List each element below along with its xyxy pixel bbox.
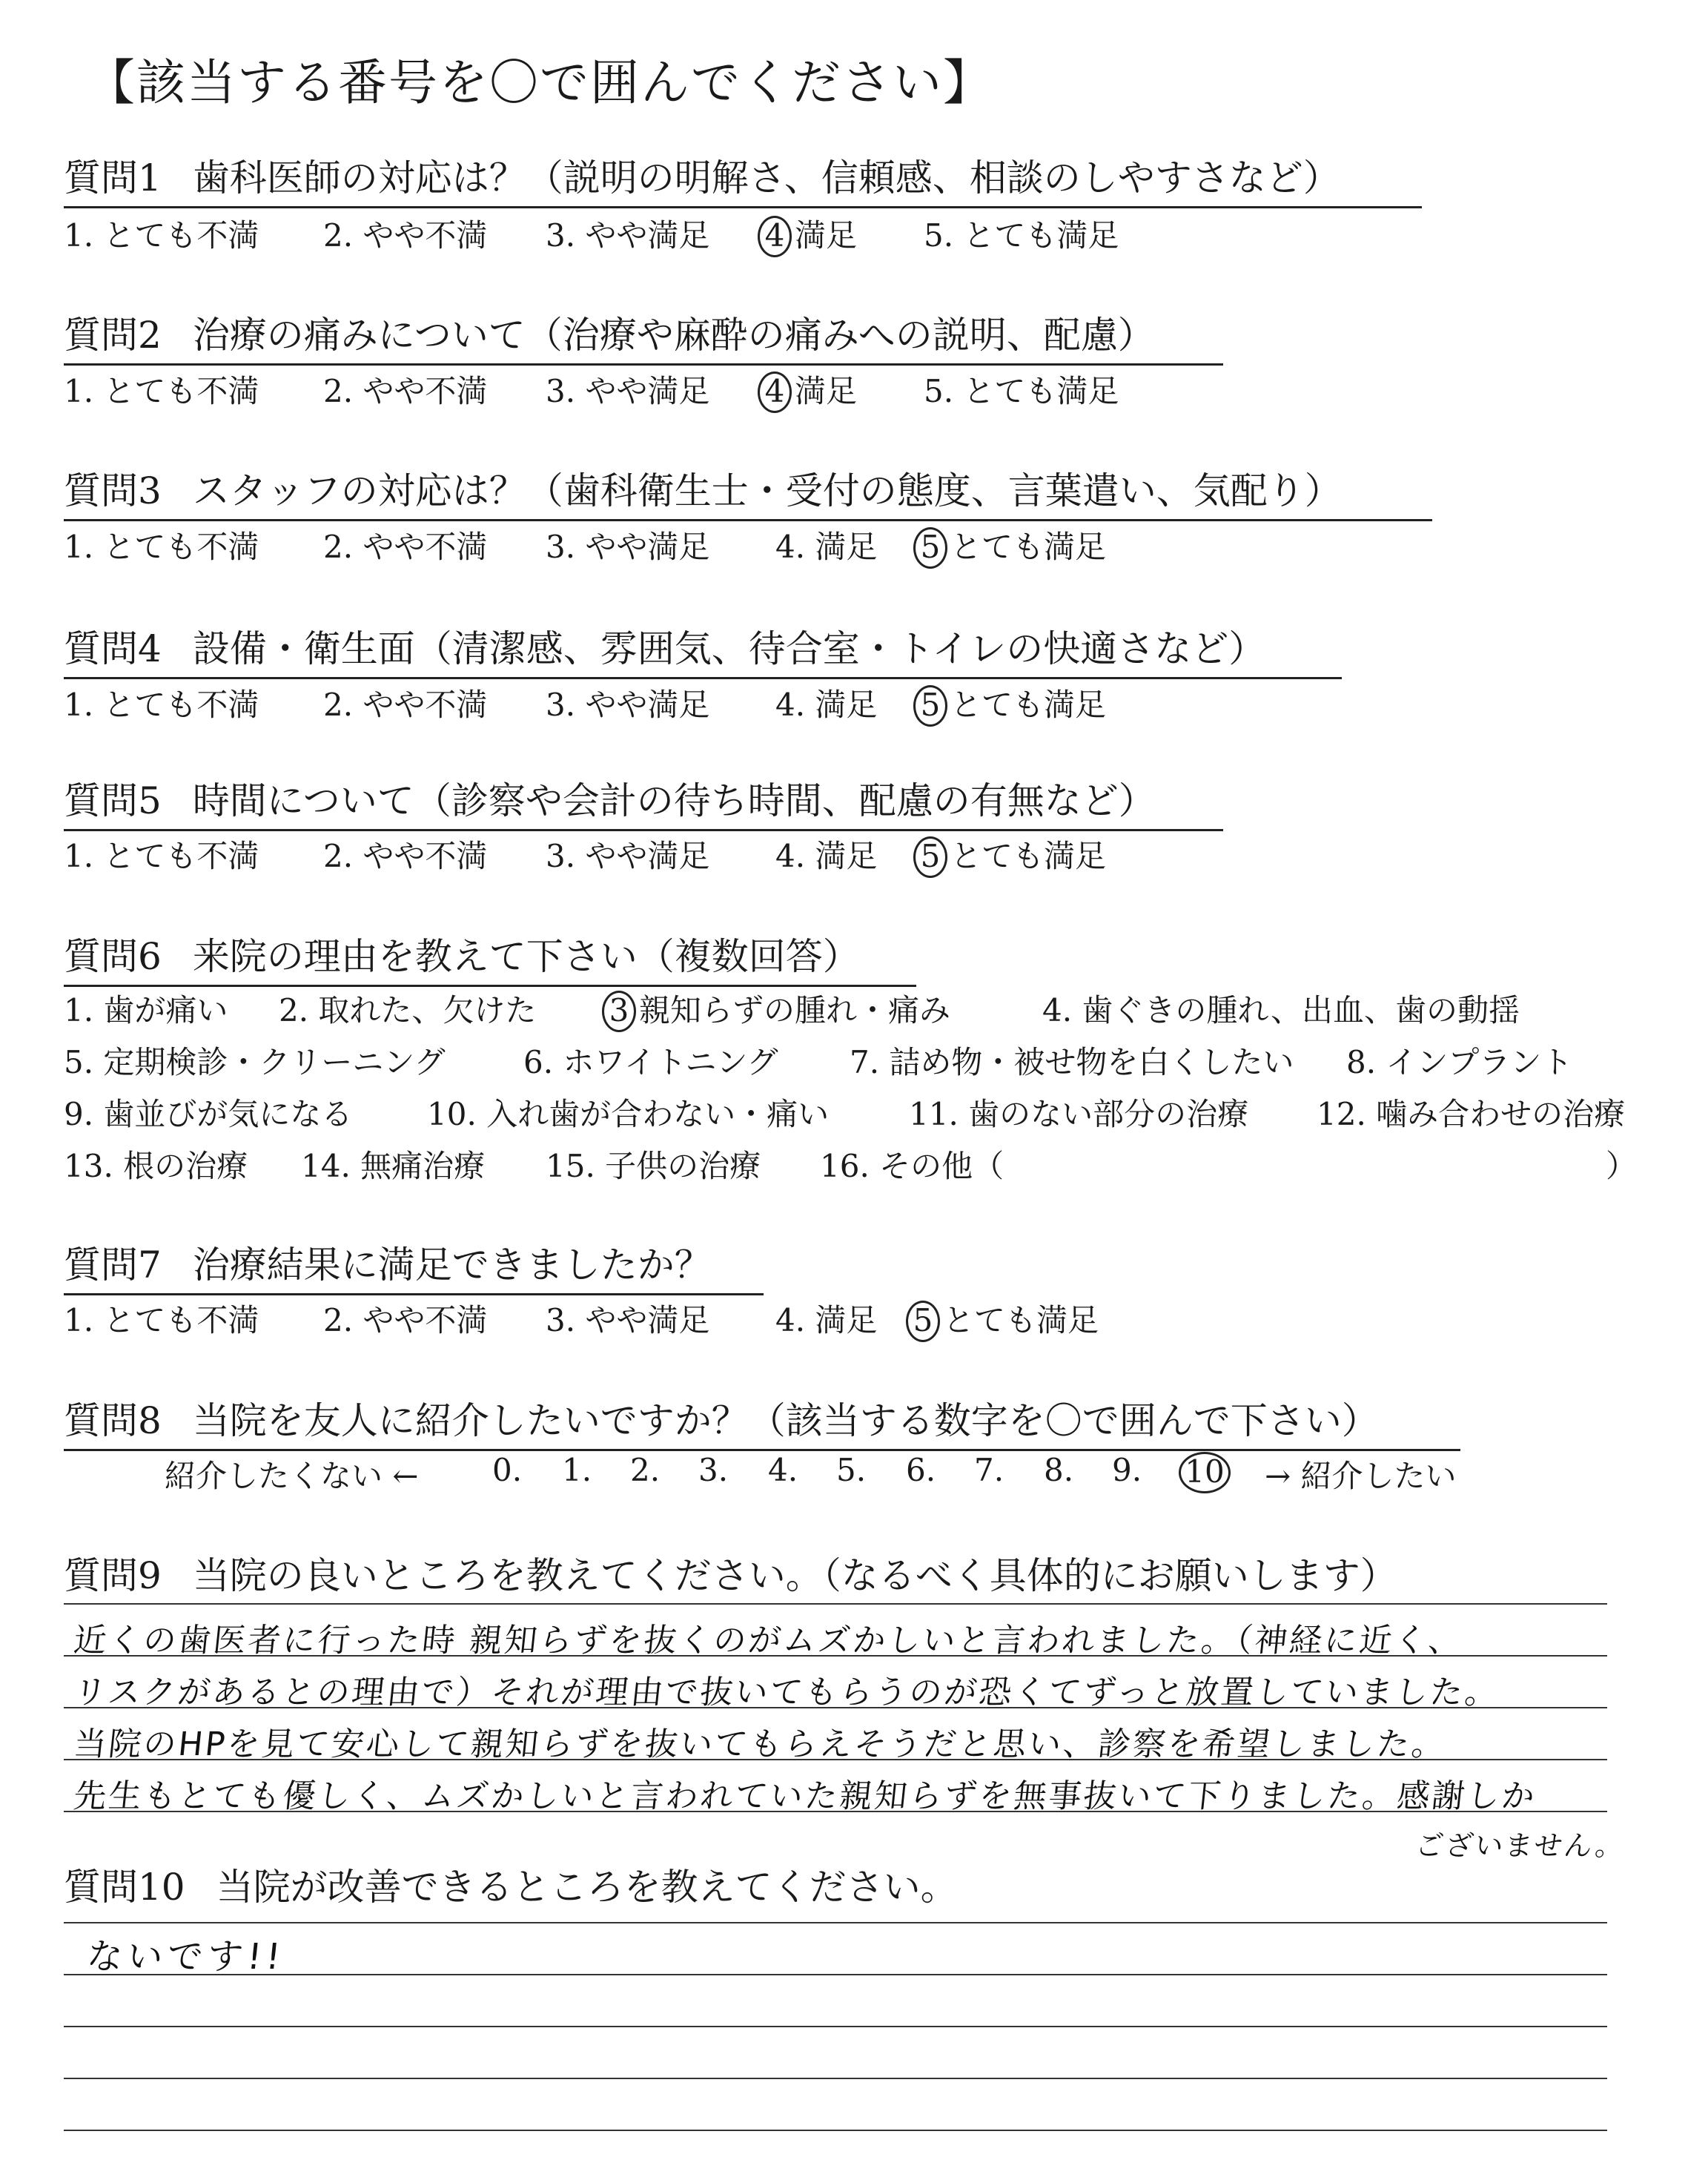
- q7-option-2[interactable]: 2. やや不満: [323, 1302, 488, 1338]
- q9-answer-line-4: 先生もとても優しく、ムズかしいと言われていた親知らずを無事抜いて下りました。感謝しか: [71, 1777, 1539, 1815]
- q6-option-16[interactable]: 16. その他（: [820, 1148, 1004, 1184]
- q1-option-4[interactable]: 4 満足: [761, 211, 857, 257]
- q6-other-close-paren: ）: [1606, 1148, 1638, 1184]
- question-2-heading: [64, 305, 1223, 366]
- q2-option-5[interactable]: 5. とても満足: [924, 373, 1119, 409]
- question-3-options: [64, 523, 1250, 567]
- q6-option-6[interactable]: 6. ホワイトニング: [523, 1044, 778, 1080]
- question-1-number: 質問1: [64, 156, 162, 199]
- q3-option-4[interactable]: 4. 満足: [775, 529, 878, 565]
- question-5-number: 質問5: [64, 779, 162, 822]
- question-6-number: 質問6: [64, 935, 162, 978]
- q5-option-1[interactable]: 1. とても不満: [64, 838, 259, 874]
- q3-option-1[interactable]: 1. とても不満: [64, 529, 259, 565]
- q10-answer: ないです!!: [85, 1936, 287, 1978]
- question-8-scale: [0, 1452, 1708, 1496]
- question-9-heading: [64, 1546, 1397, 1599]
- q6-option-11[interactable]: 11. 歯のない部分の治療: [909, 1096, 1249, 1132]
- q6-option-4[interactable]: 4. 歯ぐきの腫れ、出血、歯の動揺: [1042, 992, 1520, 1028]
- question-6-text: 来院の理由を教えて下さい（複数回答）: [192, 935, 860, 978]
- q9-answer-line-3: 当院のHPを見て安心して親知らずを抜いてもらえそうだと思い、診察を希望しました。: [71, 1725, 1449, 1763]
- selected-circle: 5: [913, 836, 947, 878]
- question-5-text: 時間について（診察や会計の待ち時間、配慮の有無など）: [192, 779, 1156, 822]
- answer-line: [64, 1603, 1607, 1605]
- question-9-text: 当院の良いところを教えてください。（なるべく具体的にお願いします）: [192, 1554, 1397, 1597]
- scale-6[interactable]: 6.: [906, 1452, 936, 1488]
- q7-option-1[interactable]: 1. とても不満: [64, 1302, 259, 1338]
- scale-5[interactable]: 5.: [836, 1452, 867, 1488]
- q1-option-5[interactable]: 5. とても満足: [924, 217, 1119, 254]
- q1-option-3[interactable]: 3. やや満足: [546, 217, 710, 254]
- q6-option-10[interactable]: 10. 入れ歯が合わない・痛い: [427, 1096, 830, 1132]
- q9-answer-line-5: ございません。: [1414, 1829, 1627, 1862]
- question-7-number: 質問7: [64, 1244, 162, 1287]
- scale-3[interactable]: 3.: [698, 1452, 729, 1488]
- question-1-options: [64, 211, 1250, 256]
- question-7-options: [64, 1296, 1250, 1341]
- question-6-heading: [64, 927, 916, 987]
- answer-line: [64, 2026, 1607, 2027]
- q6-option-1[interactable]: 1. 歯が痛い: [64, 992, 228, 1028]
- selected-circle: 5: [913, 527, 947, 569]
- q2-option-2[interactable]: 2. やや不満: [323, 373, 488, 409]
- q1-option-1[interactable]: 1. とても不満: [64, 217, 259, 254]
- question-4-options: [64, 681, 1250, 725]
- question-4-heading: [64, 619, 1342, 679]
- q5-option-3[interactable]: 3. やや満足: [546, 838, 710, 874]
- question-8-number: 質問8: [64, 1399, 162, 1442]
- answer-line: [64, 1974, 1607, 1975]
- answer-line: [64, 2078, 1607, 2079]
- q6-option-8[interactable]: 8. インプラント: [1346, 1044, 1573, 1080]
- question-6-row-4: [64, 1142, 1638, 1186]
- selected-circle: 3: [602, 991, 636, 1032]
- page-title: 【該当する番号を〇で囲んでください】: [86, 54, 993, 111]
- q7-option-5[interactable]: 5 とても満足: [909, 1296, 1099, 1342]
- q6-option-2[interactable]: 2. 取れた、欠けた: [279, 992, 537, 1028]
- scale-1[interactable]: 1.: [562, 1452, 592, 1488]
- question-8-text: 当院を友人に紹介したいですか？（該当する数字を〇で囲んで下さい）: [192, 1399, 1379, 1442]
- question-5-heading: [64, 771, 1223, 831]
- question-2-options: [64, 367, 1250, 412]
- q4-option-4[interactable]: 4. 満足: [775, 687, 878, 723]
- question-10-heading: [64, 1857, 958, 1911]
- q4-option-1[interactable]: 1. とても不満: [64, 687, 259, 723]
- question-3-heading: [64, 461, 1432, 521]
- question-8-heading: [64, 1391, 1460, 1451]
- q6-option-12[interactable]: 12. 噛み合わせの治療: [1317, 1096, 1626, 1132]
- scale-9[interactable]: 9.: [1112, 1452, 1142, 1488]
- question-6-row-2: [64, 1038, 1621, 1083]
- question-6-row-1: [64, 986, 1621, 1031]
- q6-option-13[interactable]: 13. 根の治療: [64, 1148, 248, 1184]
- question-5-options: [64, 832, 1250, 876]
- question-9-number: 質問9: [64, 1554, 162, 1597]
- q6-option-15[interactable]: 15. 子供の治療: [546, 1148, 761, 1184]
- answer-line: [64, 2130, 1607, 2131]
- question-10-number: 質問10: [64, 1866, 185, 1909]
- q7-option-4[interactable]: 4. 満足: [775, 1302, 878, 1338]
- q9-answer-line-1: 近くの歯医者に行った時 親知らずを抜くのがムズかしいと言われました。（神経に近く、: [71, 1622, 1466, 1659]
- scale-4[interactable]: 4.: [768, 1452, 798, 1488]
- scale-0[interactable]: 0.: [492, 1452, 523, 1488]
- q4-option-2[interactable]: 2. やや不満: [323, 687, 488, 723]
- q6-option-9[interactable]: 9. 歯並びが気になる: [64, 1096, 353, 1132]
- q5-option-5[interactable]: 5 とても満足: [916, 832, 1106, 878]
- question-2-number: 質問2: [64, 314, 162, 357]
- q2-option-1[interactable]: 1. とても不満: [64, 373, 259, 409]
- selected-circle: 10: [1179, 1452, 1231, 1493]
- scale-right-label: → 紹介したい: [1265, 1458, 1457, 1494]
- answer-line: [64, 1922, 1607, 1923]
- q9-answer-line-2: リスクがあるとの理由で）それが理由で抜いてもらうのが恐くてずっと放置していました。: [71, 1674, 1502, 1711]
- q6-option-14[interactable]: 14. 無痛治療: [301, 1148, 486, 1184]
- q2-option-3[interactable]: 3. やや満足: [546, 373, 710, 409]
- question-4-number: 質問4: [64, 627, 162, 670]
- q4-option-5[interactable]: 5 とても満足: [916, 681, 1106, 727]
- q3-option-5[interactable]: 5 とても満足: [916, 523, 1106, 569]
- question-2-text: 治療の痛みについて（治療や麻酔の痛みへの説明、配慮）: [192, 314, 1155, 357]
- q6-option-7[interactable]: 7. 詰め物・被せ物を白くしたい: [850, 1044, 1294, 1080]
- selected-circle: 4: [758, 371, 792, 413]
- q1-option-2[interactable]: 2. やや不満: [323, 217, 488, 254]
- scale-10[interactable]: [1182, 1452, 1234, 1493]
- q2-option-4[interactable]: 4 満足: [761, 367, 857, 413]
- q5-option-2[interactable]: 2. やや不満: [323, 838, 488, 874]
- scale-7[interactable]: 7.: [974, 1452, 1004, 1488]
- q6-option-5[interactable]: 5. 定期検診・クリーニング: [64, 1044, 446, 1080]
- question-1-heading: [64, 148, 1422, 208]
- q3-option-2[interactable]: 2. やや不満: [323, 529, 488, 565]
- selected-circle: 5: [913, 685, 947, 727]
- question-3-number: 質問3: [64, 469, 162, 512]
- question-7-heading: [64, 1235, 764, 1295]
- scale-2[interactable]: 2.: [630, 1452, 661, 1488]
- q5-option-4[interactable]: 4. 満足: [775, 838, 878, 874]
- selected-circle: 5: [906, 1301, 940, 1342]
- scale-8[interactable]: 8.: [1044, 1452, 1074, 1488]
- q3-option-3[interactable]: 3. やや満足: [546, 529, 710, 565]
- question-4-text: 設備・衛生面（清潔感、雰囲気、待合室・トイレの快適さなど）: [192, 627, 1266, 670]
- scale-left-label: 紹介したくない ←: [165, 1458, 419, 1494]
- q7-option-3[interactable]: 3. やや満足: [546, 1302, 710, 1338]
- question-1-text: 歯科医師の対応は？（説明の明解さ、信頼感、相談のしやすさなど）: [192, 156, 1340, 199]
- selected-circle: 4: [758, 216, 792, 257]
- q6-option-3[interactable]: 3 親知らずの腫れ・痛み: [605, 986, 950, 1032]
- question-3-text: スタッフの対応は？（歯科衛生士・受付の態度、言葉遣い、気配り）: [192, 469, 1342, 512]
- question-7-text: 治療結果に満足できましたか？: [192, 1244, 712, 1287]
- q4-option-3[interactable]: 3. やや満足: [546, 687, 710, 723]
- question-6-row-3: [64, 1090, 1658, 1135]
- question-10-text: 当院が改善できるところを教えてください。: [216, 1866, 958, 1909]
